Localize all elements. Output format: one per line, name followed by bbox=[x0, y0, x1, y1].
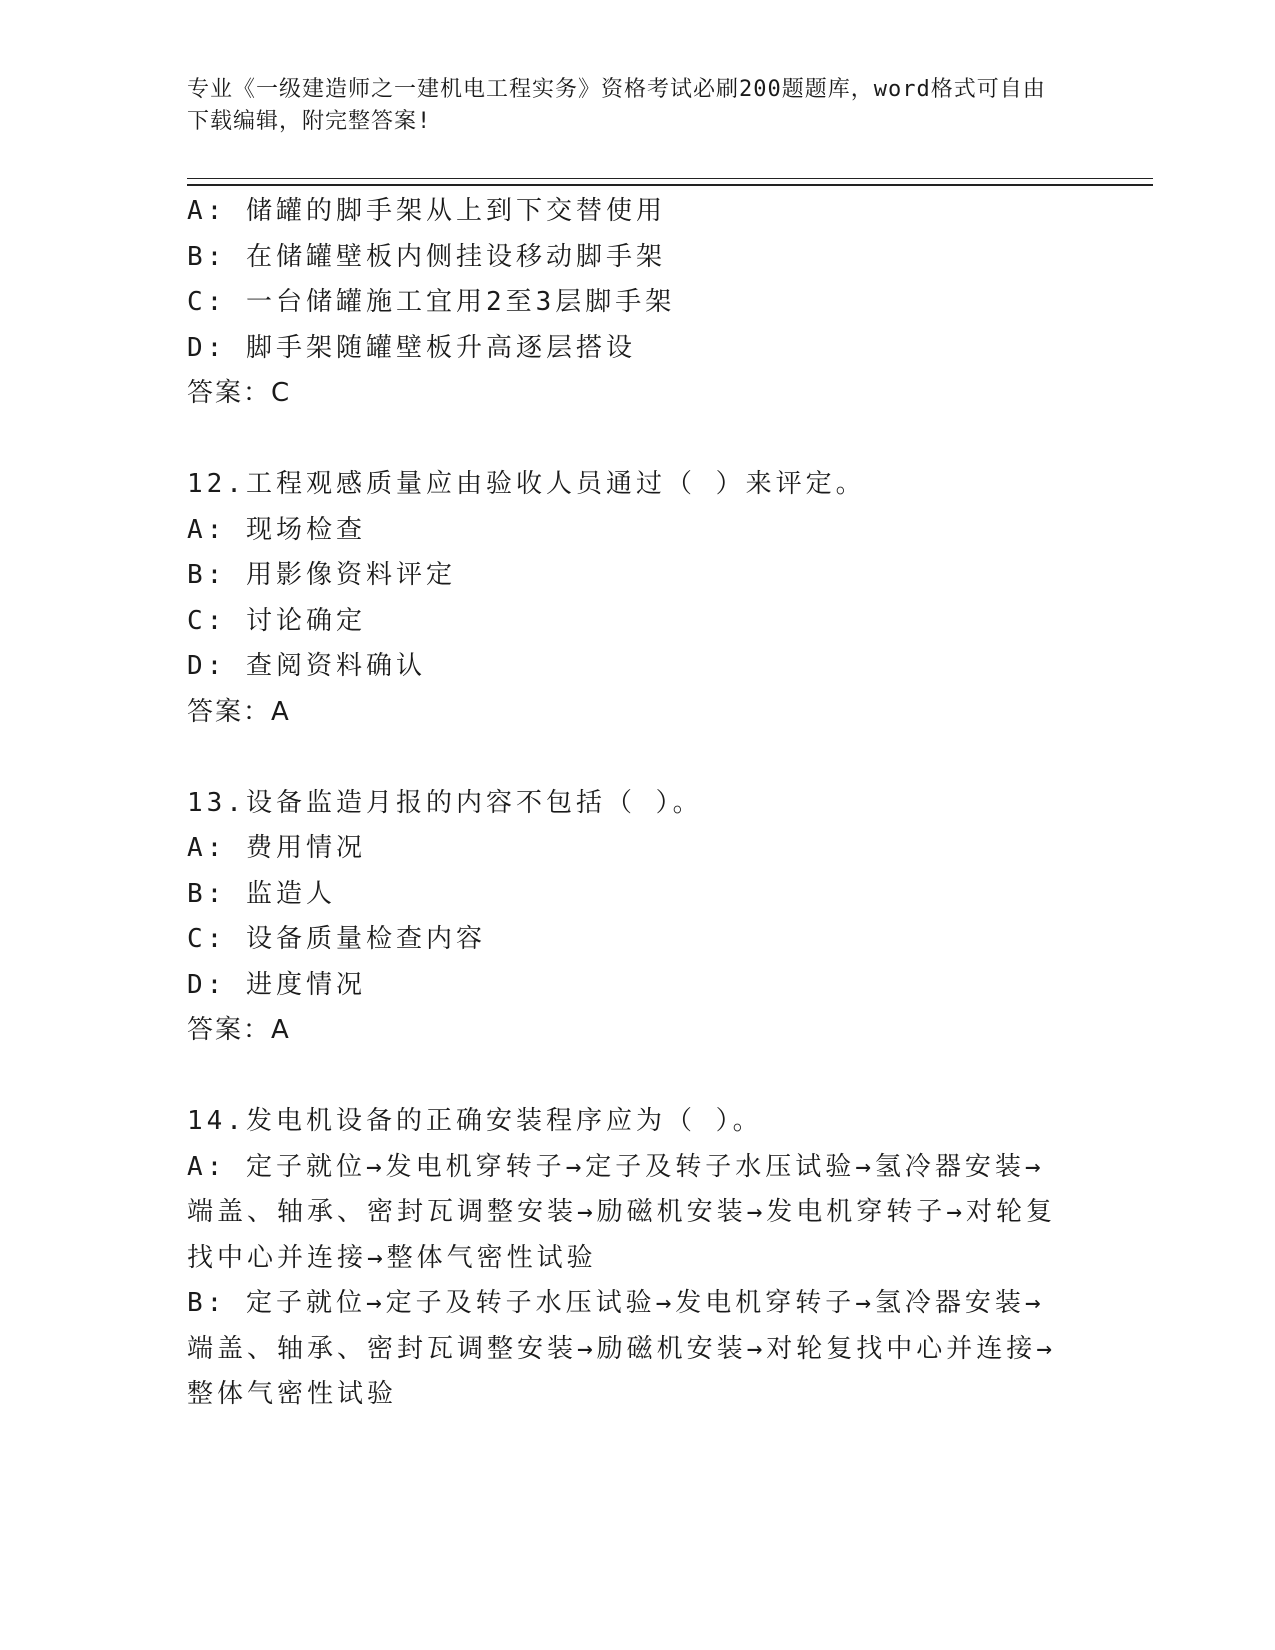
answer-line: 答案：A bbox=[187, 1015, 291, 1045]
option-d: D: 查阅资料确认 bbox=[187, 651, 426, 681]
question-block-13 bbox=[187, 781, 1067, 1054]
answer-line: 答案：A bbox=[187, 696, 291, 727]
option-b: B: 定子就位→定子及转子水压试验→发电机穿转子→氢冷器安装→端盖、轴承、密封瓦调整安装→励磁机安装→对轮复找中心并连接→整体气密性试验 bbox=[187, 1288, 1056, 1409]
question-list bbox=[187, 189, 1067, 1418]
option-c: C: 讨论确定 bbox=[187, 605, 366, 636]
question-block-11 bbox=[187, 189, 1067, 417]
header-text: 专业《一级建造师之一建机电工程实务》资格考试必刷200题题库，word格式可自由下载编辑，附完整答案! bbox=[187, 77, 1046, 134]
option-b: B: 监造人 bbox=[187, 878, 336, 909]
answer-line: 答案：C bbox=[187, 378, 292, 408]
spacer bbox=[187, 417, 1067, 463]
option-b: B: 在储罐壁板内侧挂设移动脚手架 bbox=[187, 241, 666, 272]
header-divider bbox=[187, 178, 1153, 186]
question-stem: 12.工程观感质量应由验收人员通过（ ）来评定。 bbox=[187, 469, 866, 499]
option-a: A: 定子就位→发电机穿转子→定子及转子水压试验→氢冷器安装→端盖、轴承、密封瓦调整安装→励磁机安装→发电机穿转子→对轮复找中心并连接→整体气密性试验 bbox=[187, 1151, 1056, 1273]
option-a: A: 储罐的脚手架从上到下交替使用 bbox=[187, 196, 666, 226]
option-b: B: 用影像资料评定 bbox=[187, 560, 456, 590]
option-d: D: 进度情况 bbox=[187, 969, 366, 1000]
question-stem: 14.发电机设备的正确安装程序应为（ ）。 bbox=[187, 1106, 763, 1136]
option-a: A: 费用情况 bbox=[187, 833, 366, 863]
option-d: D: 脚手架随罐壁板升高逐层搭设 bbox=[187, 332, 636, 363]
spacer bbox=[187, 735, 1067, 781]
question-stem: 13.设备监造月报的内容不包括（ ）。 bbox=[187, 787, 703, 818]
option-c: C: 一台储罐施工宜用2至3层脚手架 bbox=[187, 287, 676, 317]
option-a: A: 现场检查 bbox=[187, 514, 366, 545]
question-block-14 bbox=[187, 1099, 1067, 1418]
document-header bbox=[187, 74, 1067, 138]
question-block-12 bbox=[187, 462, 1067, 735]
spacer bbox=[187, 1054, 1067, 1100]
option-c: C: 设备质量检查内容 bbox=[187, 924, 486, 954]
